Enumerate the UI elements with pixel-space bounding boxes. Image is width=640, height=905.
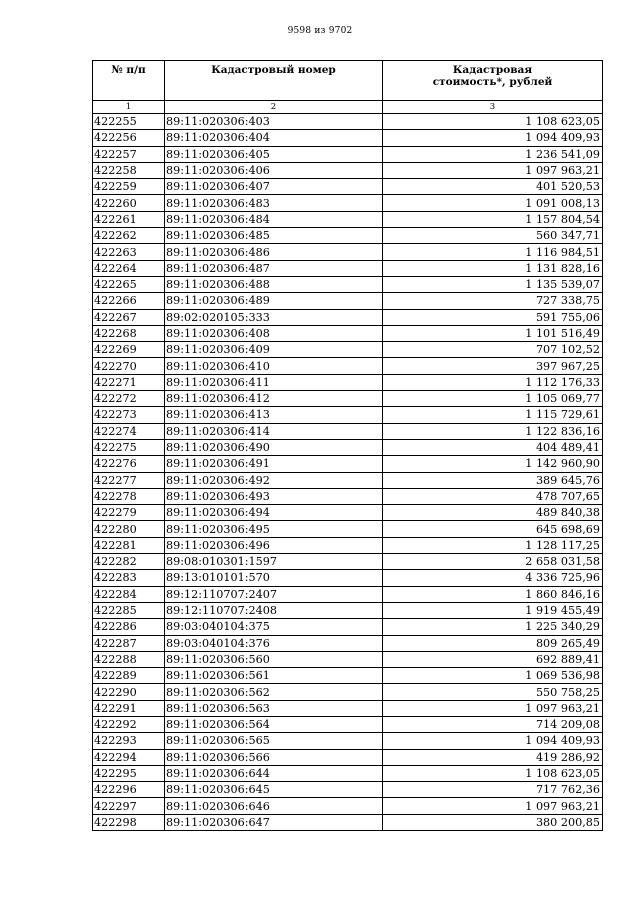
cadastral-value-cell: 1 919 455,49 (383, 602, 603, 618)
table-row (93, 521, 603, 537)
row-number-cell: 422287 (93, 635, 165, 651)
cadastral-number-cell: 89:11:020306:496 (165, 537, 383, 553)
cadastral-value-table (92, 60, 603, 831)
cadastral-number-cell: 89:02:020105:333 (165, 309, 383, 325)
cadastral-value-cell: 1 091 008,13 (383, 195, 603, 211)
row-number-cell: 422264 (93, 260, 165, 276)
table-row (93, 749, 603, 765)
table-row (93, 651, 603, 667)
cadastral-value-cell: 2 658 031,58 (383, 554, 603, 570)
cadastral-number-cell: 89:11:020306:484 (165, 211, 383, 227)
table-row (93, 276, 603, 292)
cadastral-value-cell: 1 101 516,49 (383, 325, 603, 341)
column-number-2: 2 (165, 101, 383, 114)
cadastral-number-cell: 89:11:020306:410 (165, 358, 383, 374)
cadastral-number-cell: 89:11:020306:411 (165, 374, 383, 390)
cadastral-value-cell: 1 128 117,25 (383, 537, 603, 553)
table-body (93, 114, 603, 831)
cadastral-number-cell: 89:11:020306:412 (165, 391, 383, 407)
cadastral-value-cell: 645 698,69 (383, 521, 603, 537)
cadastral-value-cell: 1 105 069,77 (383, 391, 603, 407)
table-row (93, 537, 603, 553)
table-row (93, 114, 603, 130)
table-row (93, 391, 603, 407)
page-number-header: 9598 из 9702 (287, 26, 353, 36)
row-number-cell: 422294 (93, 749, 165, 765)
header-cadastral-number: Кадастровый номер (165, 61, 383, 101)
table-row (93, 733, 603, 749)
cadastral-value-cell: 692 889,41 (383, 651, 603, 667)
row-number-cell: 422275 (93, 439, 165, 455)
cadastral-value-cell: 4 336 725,96 (383, 570, 603, 586)
row-number-cell: 422290 (93, 684, 165, 700)
cadastral-number-cell: 89:11:020306:405 (165, 146, 383, 162)
cadastral-number-cell: 89:03:040104:376 (165, 635, 383, 651)
table-row (93, 211, 603, 227)
row-number-cell: 422295 (93, 765, 165, 781)
cadastral-number-cell: 89:11:020306:492 (165, 472, 383, 488)
row-number-cell: 422280 (93, 521, 165, 537)
cadastral-value-cell: 1 094 409,93 (383, 130, 603, 146)
table-row (93, 423, 603, 439)
row-number-cell: 422274 (93, 423, 165, 439)
cadastral-value-cell: 1 225 340,29 (383, 619, 603, 635)
cadastral-number-cell: 89:11:020306:403 (165, 114, 383, 130)
cadastral-number-cell: 89:11:020306:645 (165, 782, 383, 798)
cadastral-number-cell: 89:11:020306:563 (165, 700, 383, 716)
cadastral-value-cell: 404 489,41 (383, 439, 603, 455)
table-row (93, 358, 603, 374)
table-row (93, 684, 603, 700)
cadastral-value-cell: 489 840,38 (383, 505, 603, 521)
cadastral-number-cell: 89:11:020306:491 (165, 456, 383, 472)
table-row (93, 146, 603, 162)
cadastral-value-cell: 714 209,08 (383, 716, 603, 732)
table-row (93, 342, 603, 358)
cadastral-number-cell: 89:11:020306:483 (165, 195, 383, 211)
row-number-cell: 422265 (93, 276, 165, 292)
cadastral-value-cell: 1 142 960,90 (383, 456, 603, 472)
table-row (93, 782, 603, 798)
cadastral-number-cell: 89:11:020306:487 (165, 260, 383, 276)
cadastral-value-cell: 717 762,36 (383, 782, 603, 798)
table-row (93, 195, 603, 211)
row-number-cell: 422293 (93, 733, 165, 749)
row-number-cell: 422258 (93, 162, 165, 178)
cadastral-value-cell: 389 645,76 (383, 472, 603, 488)
cadastral-number-cell: 89:11:020306:493 (165, 488, 383, 504)
row-number-cell: 422298 (93, 814, 165, 830)
cadastral-value-cell: 1 094 409,93 (383, 733, 603, 749)
cadastral-value-cell: 1 097 963,21 (383, 162, 603, 178)
cadastral-value-cell: 419 286,92 (383, 749, 603, 765)
cadastral-value-cell: 1 135 539,07 (383, 276, 603, 292)
row-number-cell: 422269 (93, 342, 165, 358)
cadastral-number-cell: 89:11:020306:646 (165, 798, 383, 814)
cadastral-value-cell: 1 236 541,09 (383, 146, 603, 162)
row-number-cell: 422278 (93, 488, 165, 504)
table-row (93, 619, 603, 635)
table-row (93, 228, 603, 244)
cadastral-value-cell: 1 108 623,05 (383, 114, 603, 130)
cadastral-value-cell: 560 347,71 (383, 228, 603, 244)
cadastral-value-cell: 1 131 828,16 (383, 260, 603, 276)
cadastral-number-cell: 89:11:020306:404 (165, 130, 383, 146)
table-row (93, 179, 603, 195)
cadastral-number-cell: 89:11:020306:414 (165, 423, 383, 439)
row-number-cell: 422282 (93, 554, 165, 570)
row-number-cell: 422263 (93, 244, 165, 260)
cadastral-number-cell: 89:11:020306:409 (165, 342, 383, 358)
row-number-cell: 422257 (93, 146, 165, 162)
table-row (93, 407, 603, 423)
cadastral-number-cell: 89:11:020306:408 (165, 325, 383, 341)
row-number-cell: 422268 (93, 325, 165, 341)
column-number-row (93, 101, 603, 114)
row-number-cell: 422273 (93, 407, 165, 423)
header-cadastral-value-text: Кадастровая стоимость*, рублей (432, 64, 553, 88)
table-row (93, 488, 603, 504)
cadastral-number-cell: 89:11:020306:490 (165, 439, 383, 455)
cadastral-number-cell: 89:11:020306:485 (165, 228, 383, 244)
cadastral-value-cell: 1 157 804,54 (383, 211, 603, 227)
row-number-cell: 422255 (93, 114, 165, 130)
row-number-cell: 422277 (93, 472, 165, 488)
column-number-3: 3 (383, 101, 603, 114)
cadastral-value-cell: 401 520,53 (383, 179, 603, 195)
cadastral-number-cell: 89:13:010101:570 (165, 570, 383, 586)
row-number-cell: 422291 (93, 700, 165, 716)
cadastral-number-cell: 89:11:020306:406 (165, 162, 383, 178)
row-number-cell: 422256 (93, 130, 165, 146)
row-number-cell: 422262 (93, 228, 165, 244)
row-number-cell: 422296 (93, 782, 165, 798)
table-row (93, 765, 603, 781)
cadastral-value-cell: 591 755,06 (383, 309, 603, 325)
table-row (93, 602, 603, 618)
table-row (93, 293, 603, 309)
cadastral-number-cell: 89:11:020306:562 (165, 684, 383, 700)
table-row (93, 668, 603, 684)
row-number-cell: 422286 (93, 619, 165, 635)
cadastral-number-cell: 89:11:020306:489 (165, 293, 383, 309)
row-number-cell: 422276 (93, 456, 165, 472)
cadastral-number-cell: 89:11:020306:413 (165, 407, 383, 423)
cadastral-number-cell: 89:11:020306:560 (165, 651, 383, 667)
table-row (93, 570, 603, 586)
cadastral-number-cell: 89:11:020306:647 (165, 814, 383, 830)
row-number-cell: 422292 (93, 716, 165, 732)
cadastral-value-cell: 1 069 536,98 (383, 668, 603, 684)
cadastral-value-cell: 809 265,49 (383, 635, 603, 651)
table-header-row (93, 61, 603, 101)
cadastral-value-cell: 478 707,65 (383, 488, 603, 504)
table-row (93, 309, 603, 325)
row-number-cell: 422283 (93, 570, 165, 586)
row-number-cell: 422289 (93, 668, 165, 684)
header-cadastral-value (383, 61, 603, 101)
cadastral-number-cell: 89:11:020306:566 (165, 749, 383, 765)
table-row (93, 814, 603, 830)
row-number-cell: 422288 (93, 651, 165, 667)
cadastral-number-cell: 89:11:020306:565 (165, 733, 383, 749)
row-number-cell: 422266 (93, 293, 165, 309)
cadastral-number-cell: 89:11:020306:561 (165, 668, 383, 684)
cadastral-number-cell: 89:08:010301:1597 (165, 554, 383, 570)
table-row (93, 635, 603, 651)
row-number-cell: 422272 (93, 391, 165, 407)
table-row (93, 472, 603, 488)
cadastral-value-cell: 397 967,25 (383, 358, 603, 374)
cadastral-value-cell: 380 200,85 (383, 814, 603, 830)
table-row (93, 439, 603, 455)
row-number-cell: 422297 (93, 798, 165, 814)
table-row (93, 260, 603, 276)
table-row (93, 130, 603, 146)
row-number-cell: 422271 (93, 374, 165, 390)
row-number-cell: 422261 (93, 211, 165, 227)
cadastral-value-cell: 707 102,52 (383, 342, 603, 358)
cadastral-value-cell: 1 112 176,33 (383, 374, 603, 390)
table-row (93, 798, 603, 814)
row-number-cell: 422267 (93, 309, 165, 325)
table-row (93, 505, 603, 521)
cadastral-value-cell: 1 116 984,51 (383, 244, 603, 260)
cadastral-value-cell: 1 097 963,21 (383, 700, 603, 716)
table-row (93, 456, 603, 472)
cadastral-value-cell: 1 115 729,61 (383, 407, 603, 423)
cadastral-number-cell: 89:11:020306:486 (165, 244, 383, 260)
cadastral-number-cell: 89:11:020306:644 (165, 765, 383, 781)
header-row-number: № п/п (93, 61, 165, 101)
table-row (93, 586, 603, 602)
table-row (93, 325, 603, 341)
table-row (93, 716, 603, 732)
row-number-cell: 422284 (93, 586, 165, 602)
row-number-cell: 422285 (93, 602, 165, 618)
cadastral-number-cell: 89:12:110707:2407 (165, 586, 383, 602)
cadastral-number-cell: 89:11:020306:494 (165, 505, 383, 521)
row-number-cell: 422279 (93, 505, 165, 521)
cadastral-value-cell: 727 338,75 (383, 293, 603, 309)
table-row (93, 374, 603, 390)
row-number-cell: 422259 (93, 179, 165, 195)
cadastral-value-cell: 1 122 836,16 (383, 423, 603, 439)
table-row (93, 554, 603, 570)
table-row (93, 162, 603, 178)
row-number-cell: 422281 (93, 537, 165, 553)
cadastral-value-cell: 1 097 963,21 (383, 798, 603, 814)
cadastral-number-cell: 89:11:020306:495 (165, 521, 383, 537)
table-row (93, 700, 603, 716)
cadastral-value-cell: 1 860 846,16 (383, 586, 603, 602)
cadastral-value-cell: 1 108 623,05 (383, 765, 603, 781)
cadastral-number-cell: 89:03:040104:375 (165, 619, 383, 635)
row-number-cell: 422270 (93, 358, 165, 374)
row-number-cell: 422260 (93, 195, 165, 211)
cadastral-number-cell: 89:11:020306:407 (165, 179, 383, 195)
cadastral-value-cell: 550 758,25 (383, 684, 603, 700)
cadastral-number-cell: 89:12:110707:2408 (165, 602, 383, 618)
table-row (93, 244, 603, 260)
cadastral-number-cell: 89:11:020306:488 (165, 276, 383, 292)
column-number-1: 1 (93, 101, 165, 114)
cadastral-number-cell: 89:11:020306:564 (165, 716, 383, 732)
